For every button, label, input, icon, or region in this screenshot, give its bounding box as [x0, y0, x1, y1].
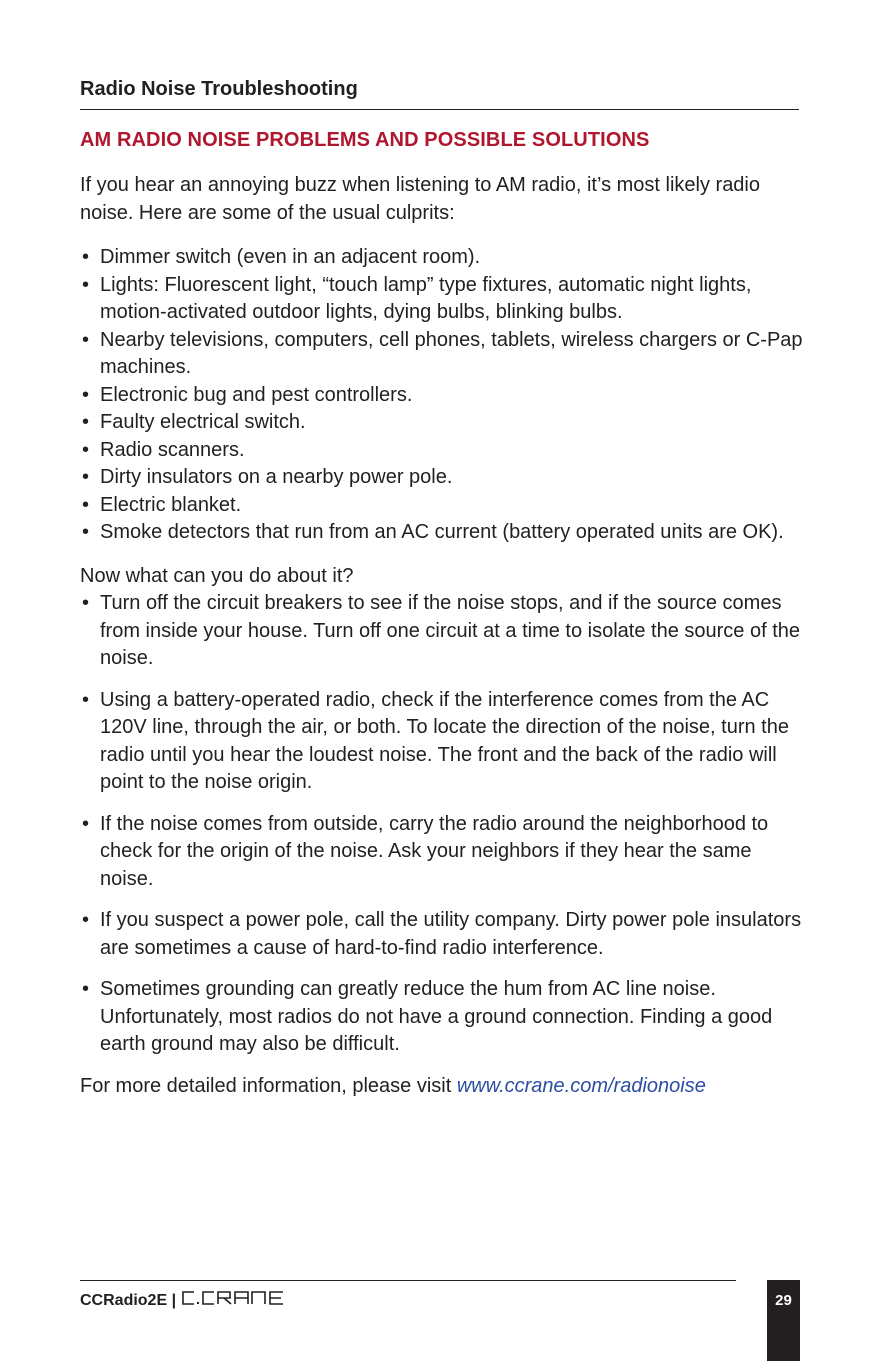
- solutions-list: [80, 590, 810, 1059]
- section-title: AM RADIO NOISE PROBLEMS AND POSSIBLE SOLUTIONS: [80, 129, 650, 151]
- header-divider: [80, 109, 799, 110]
- list-item: • Faulty electrical switch.: [80, 409, 810, 437]
- list-item: • Electronic bug and pest controllers.: [80, 382, 810, 410]
- page-number: 29: [775, 1292, 792, 1309]
- footer-product-name: CCRadio2E |: [80, 1291, 177, 1309]
- list-item: • Nearby televisions, computers, cell phones, tablets, wireless chargers or C-Pap machines.: [80, 327, 810, 382]
- list-item: • Turn off the circuit breakers to see if the noise stops, and if the source comes from inside your house. Turn off one circuit at a time to isolate the source of the noise.: [80, 590, 810, 673]
- page-header-title: Radio Noise Troubleshooting: [80, 78, 358, 100]
- list-item: • If you suspect a power pole, call the utility company. Dirty power pole insulators are sometimes a cause of hard-to-find radio interference.: [80, 907, 810, 962]
- list-item: • Using a battery-operated radio, check if the interference comes from the AC 120V line, through the air, or both. To locate the direction of the noise, turn the radio until you hear the loudest noise. The front and the back of the radio will point to the noise origin.: [80, 687, 810, 797]
- more-info-line: [80, 1073, 810, 1101]
- list-item: • Electric blanket.: [80, 492, 810, 520]
- content-body: [80, 172, 810, 1100]
- more-info-text: For more detailed information, please visit: [80, 1074, 457, 1097]
- list-item: • Dimmer switch (even in an adjacent room).: [80, 244, 810, 272]
- list-item: • Smoke detectors that run from an AC current (battery operated units are OK).: [80, 519, 810, 547]
- list-item: • Dirty insulators on a nearby power pole.: [80, 464, 810, 492]
- radionoise-link[interactable]: www.ccrane.com/radionoise: [456, 1074, 706, 1097]
- footer: [80, 1290, 302, 1311]
- list-item: • If the noise comes from outside, carry the radio around the neighborhood to check for the origin of the noise. Ask your neighbors if they hear the same noise.: [80, 811, 810, 894]
- list-item: • Sometimes grounding can greatly reduce the hum from AC line noise. Unfortunately, most radios do not have a ground connection. Finding a good earth ground may also be difficult.: [80, 976, 810, 1059]
- list-item: • Radio scanners.: [80, 437, 810, 465]
- intro-paragraph: If you hear an annoying buzz when listening to AM radio, it’s most likely radio noise. Here are some of the usual culprits:: [80, 174, 760, 224]
- culprits-list: [80, 244, 810, 547]
- ccrane-logo: [180, 1290, 302, 1311]
- footer-divider: [80, 1280, 736, 1281]
- list-item: • Lights: Fluorescent light, “touch lamp” type fixtures, automatic night lights, motion-activated outdoor lights, dying bulbs, blinking bulbs.: [80, 272, 810, 327]
- solutions-intro: Now what can you do about it?: [80, 564, 354, 587]
